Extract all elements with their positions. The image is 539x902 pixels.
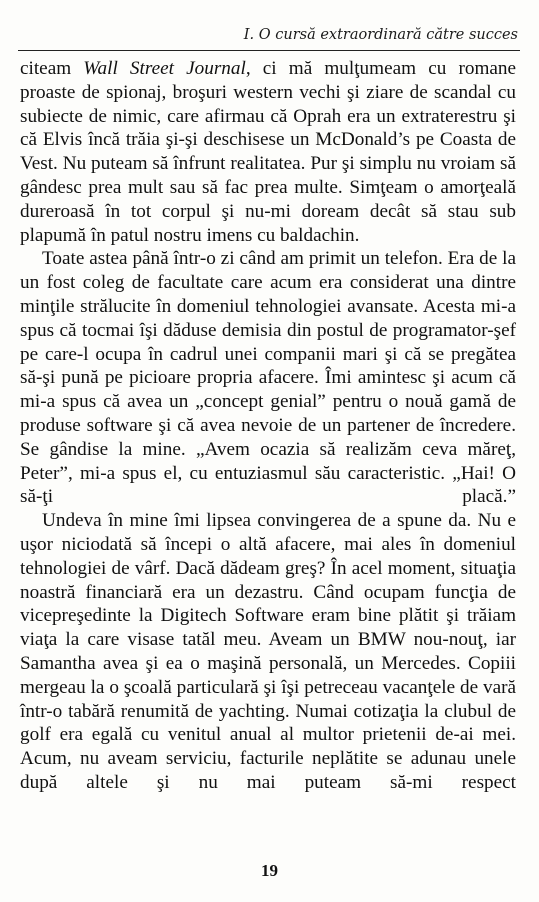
paragraph-3: Undeva în mine îmi lipsea convingerea de a spune da. Nu e uşor niciodată să începi o altă afacere, mai ales în domeniul tehnologiei de vârf. Dacă dădeam greş? În acel moment, situaţia noastră financiară era un dezastru. Când ocupam funcţia de vicepreşedinte la Digitech Software eram bine plătit şi trăiam viaţa la care visase tatăl meu. Aveam un BMW nou-nouţ, iar Samantha avea şi ea o maşină personală, un Mercedes. Copiii mergeau la o şcoală particulară şi îşi petreceau vacanţele de vară într-o tabără renumită de yachting. Numai cotizaţia la clubul de golf era egală cu venitul anual al multor prietenii de-ai mei. Acum, nu aveam serviciu, facturile neplătite se adunau unele după altele şi nu mai puteam să-mi respect xyxy=(20,510,516,793)
paragraph-1 xyxy=(20,57,516,247)
body-text xyxy=(20,57,516,795)
paragraph-1-rest: , ci mă mulţumeam cu romane proaste de spionaj, broşuri western vechi şi ziare de scandal cu subiecte de nimic, care afirmau că Oprah era un extraterestru şi că Elvis încă trăia şi-şi deschisese un McDonald’s pe Coasta de Vest. Nu puteam să înfrunt realitatea. Pur şi simplu nu vroiam să gândesc prea mult sau să fac prea multe. Simţeam o amorţeală dureroasă în tot corpul şi nu-mi doream decât să stau sub plapumă în patul nostru imens cu baldachin. xyxy=(20,58,516,246)
running-head: I. O cursă extraordinară către succes xyxy=(243,27,518,43)
header-rule xyxy=(18,50,520,51)
publication-name: Wall Street Journal xyxy=(83,58,246,79)
paragraph-2: Toate astea până într-o zi când am primit un telefon. Era de la un fost coleg de facultate care acum era considerat una dintre minţile strălucite în domeniul tehnologiei avansate. Acesta mi-a spus că tocmai îşi dăduse demisia din postul de programator-şef pe care-l ocupa în cadrul unei companii mari şi că se pregătea să-şi pună pe picioare propria afacere. Îmi amintesc şi acum că mi-a spus că avea un „concept genial” pentru o nouă gamă de produse software şi că avea nevoie de un partener de încredere. Se gândise la mine. „Avem ocazia să realizăm ceva măreţ, Peter”, mi-a spus el, cu entuziasmul său caracteristic. „Hai! O să-ţi placă.” xyxy=(20,248,516,508)
paragraph-1-lead: citeam xyxy=(20,58,84,79)
page-number: 19 xyxy=(261,861,278,880)
